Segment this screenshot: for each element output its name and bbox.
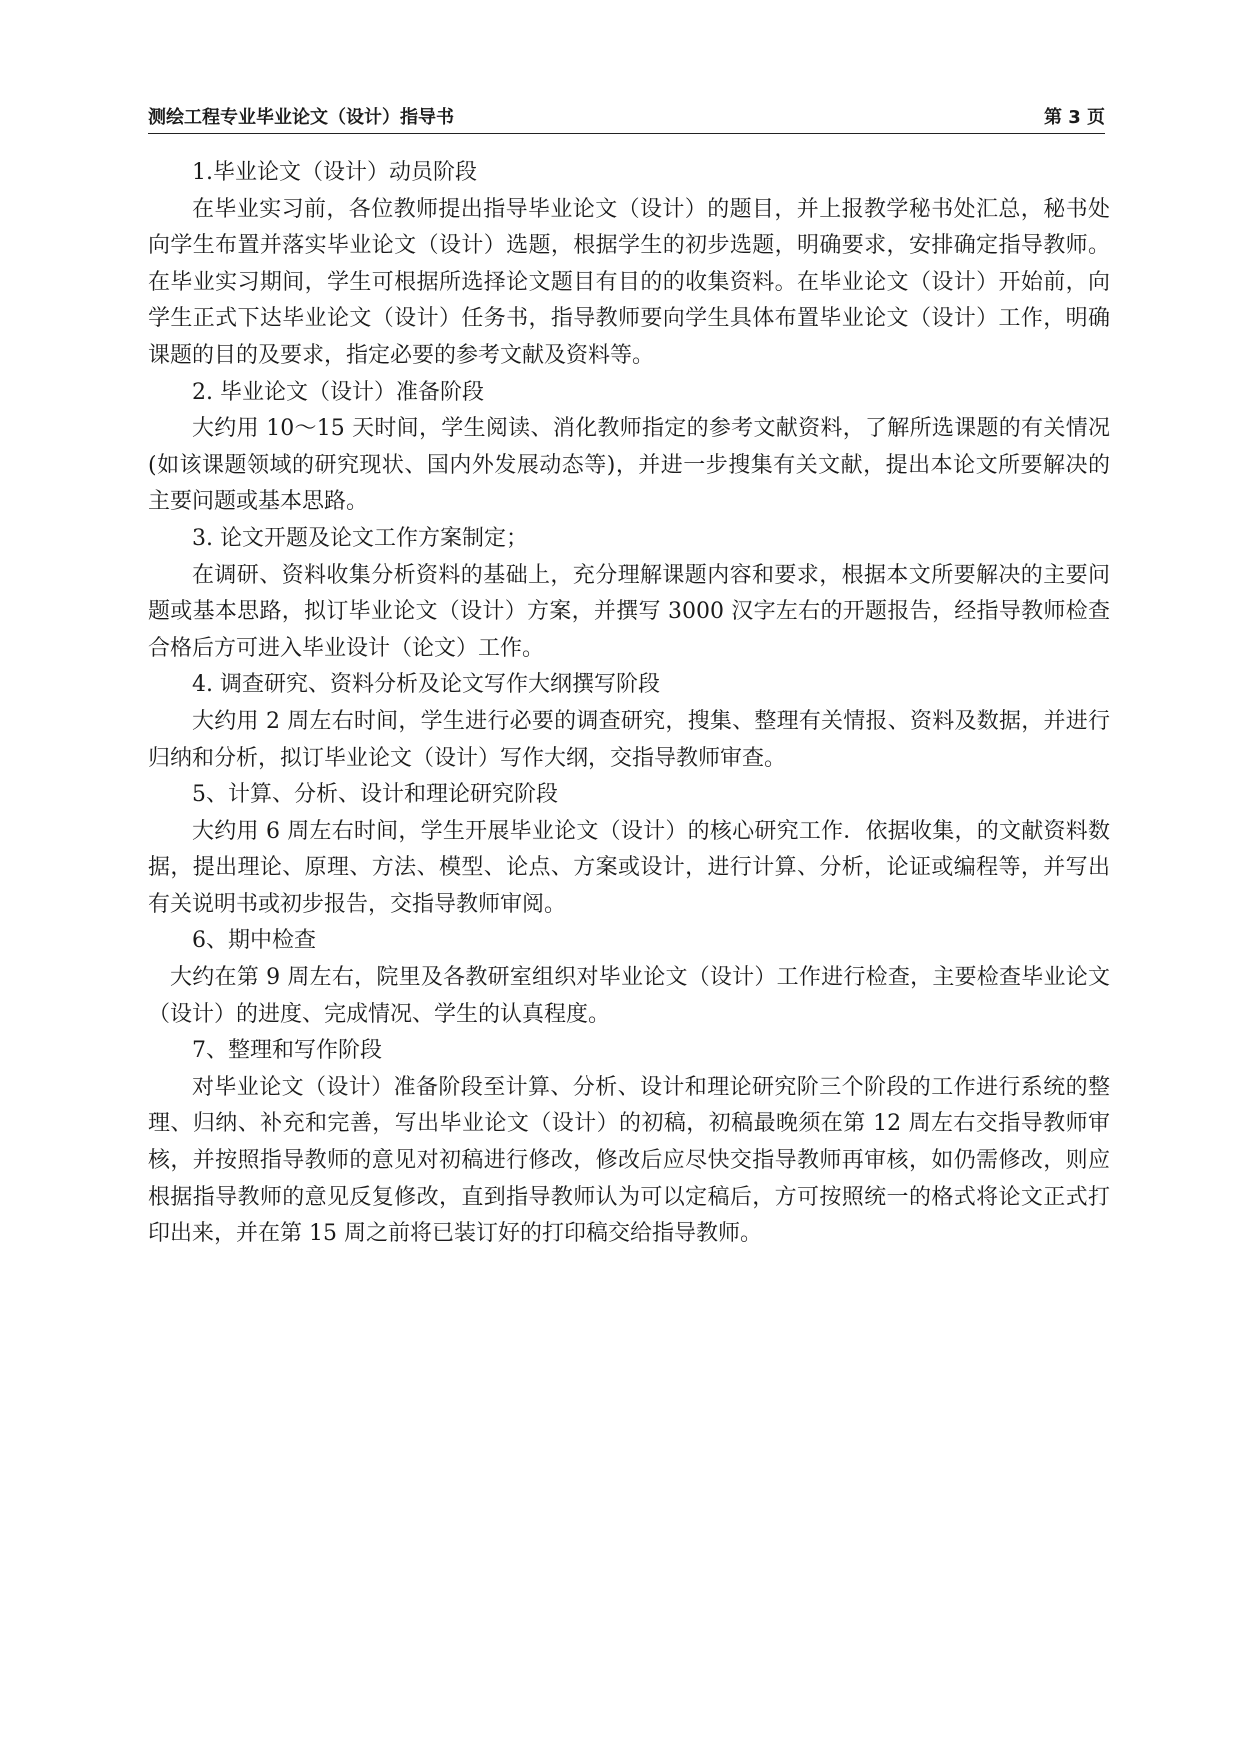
section-heading-1: 1.毕业论文（设计）动员阶段	[192, 160, 477, 185]
header-divider	[148, 133, 1105, 134]
document-body	[148, 155, 1110, 1253]
section-body-1: 在毕业实习前，各位教师提出指导毕业论文（设计）的题目，并上报教学秘书处汇总，秘书处向学生布置并落实毕业论文（设计）选题，根据学生的初步选题，明确要求，安排确定指导教师。在毕业实习期间，学生可根据所选择论文题目有目的的收集资料。在毕业论文（设计）开始前，向学生正式下达毕业论文（设计）任务书，指导教师要向学生具体布置毕业论文（设计）工作，明确课题的目的及要求，指定必要的参考文献及资料等。	[148, 196, 1110, 368]
section-body-5: 大约用 6 周左右时间，学生开展毕业论文（设计）的核心研究工作．依据收集，的文献资料数据，提出理论、原理、方法、模型、论点、方案或设计，进行计算、分析，论证或编程等，并写出有关说明书或初步报告，交指导教师审阅。	[148, 818, 1110, 917]
section-heading-2: 2. 毕业论文（设计）准备阶段	[192, 379, 484, 405]
header-page-number: 第 3 页	[1043, 107, 1105, 128]
header-title: 测绘工程专业毕业论文（设计）指导书	[148, 107, 454, 128]
section-heading-3: 3. 论文开题及论文工作方案制定；	[192, 525, 528, 551]
section-heading-7: 7、整理和写作阶段	[192, 1038, 382, 1064]
section-heading-4: 4. 调查研究、资料分析及论文写作大纲撰写阶段	[192, 672, 660, 698]
section-heading-6: 6、期中检查	[192, 928, 316, 954]
page-header	[148, 104, 1105, 132]
section-body-7: 对毕业论文（设计）准备阶段至计算、分析、设计和理论研究阶三个阶段的工作进行系统的整理、归纳、补充和完善，写出毕业论文（设计）的初稿，初稿最晚须在第 12 周左右交指导教师审核，并按照指导教师的意见对初稿进行修改，修改后应尽快交指导教师再审核，如仍需修改，则应根据指导教师的意见反复修改，直到指导教师认为可以定稿后，方可按照统一的格式将论文正式打印出来，并在第 15 周之前将已装订好的打印稿交给指导教师。	[148, 1074, 1110, 1247]
section-body-6: 大约在第 9 周左右，院里及各教研室组织对毕业论文（设计）工作进行检查，主要检查毕业论文（设计）的进度、完成情况、学生的认真程度。	[148, 965, 1110, 1027]
section-heading-5: 5、计算、分析、设计和理论研究阶段	[192, 782, 558, 808]
section-body-4: 大约用 2 周左右时间，学生进行必要的调查研究，搜集、整理有关情报、资料及数据，并进行归纳和分析，拟订毕业论文（设计）写作大纲，交指导教师审查。	[148, 708, 1110, 771]
section-body-3: 在调研、资料收集分析资料的基础上，充分理解课题内容和要求，根据本文所要解决的主要问题或基本思路，拟订毕业论文（设计）方案，并撰写 3000 汉字左右的开题报告，经指导教师检查合格后方可进入毕业设计（论文）工作。	[148, 562, 1110, 661]
section-body-2: 大约用 10～15 天时间，学生阅读、消化教师指定的参考文献资料，了解所选课题的有关情况(如该课题领域的研究现状、国内外发展动态等)，并进一步搜集有关文献，提出本论文所要解决的主要问题或基本思路。	[148, 416, 1110, 515]
